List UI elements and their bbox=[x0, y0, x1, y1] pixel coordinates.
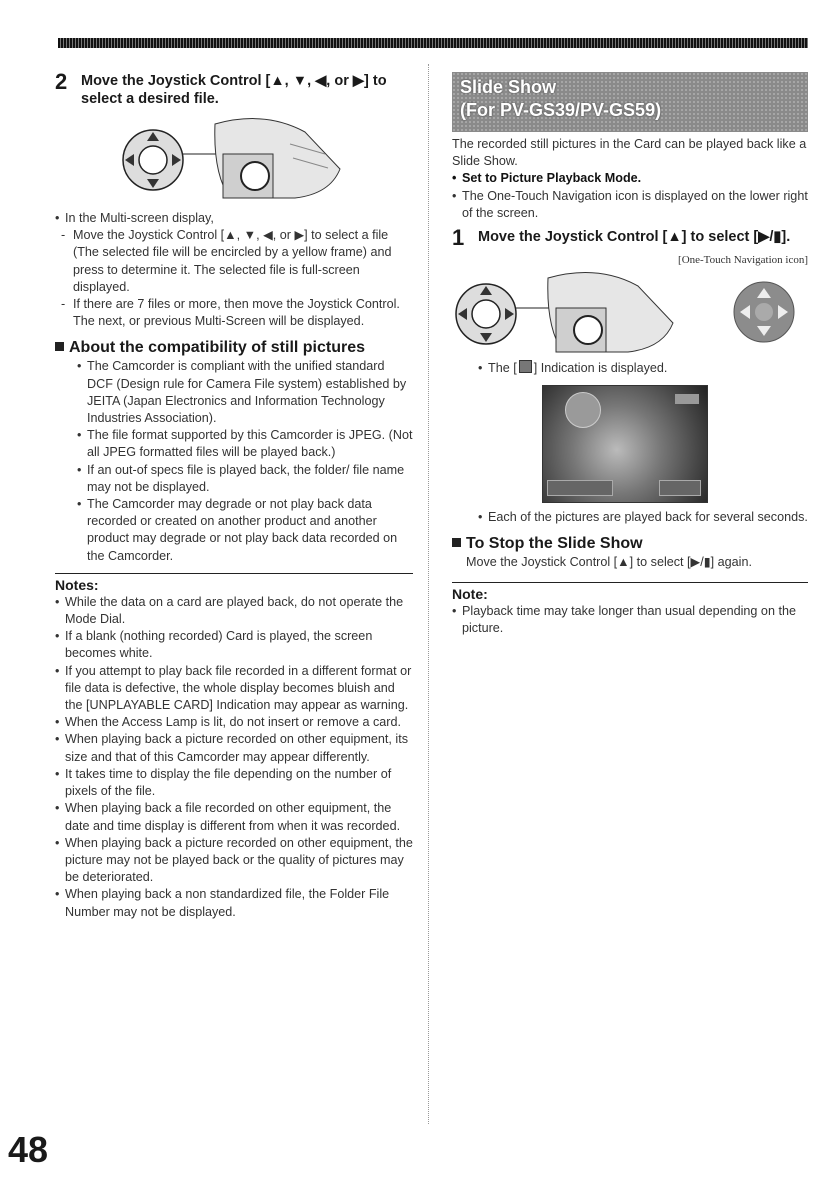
step-2 bbox=[55, 69, 413, 108]
camcorder-icon bbox=[548, 273, 673, 352]
onetouch-note: • The One-Touch Navigation icon is displayed on the lower right of the screen. bbox=[452, 188, 808, 222]
compat-item: • If an out-of specs file is played back, the folder/ file name may not be displayed. bbox=[75, 462, 413, 496]
note-rule bbox=[452, 582, 808, 583]
right-column bbox=[452, 72, 808, 637]
notes-list bbox=[55, 594, 413, 921]
note-item: • When playing back a file recorded on other equipment, the date and time display is different from when it was recorded. bbox=[55, 800, 413, 834]
column-divider bbox=[428, 64, 429, 1124]
stop-text: Move the Joystick Control [▲] to select [▶/▮] again. bbox=[466, 555, 752, 570]
screen-indicator-icon bbox=[565, 392, 601, 428]
notes-title: Notes: bbox=[55, 576, 99, 593]
compatibility-heading-text: About the compatibility of still pictures bbox=[69, 339, 366, 357]
banner-title: Slide Show bbox=[460, 77, 557, 97]
compatibility-heading bbox=[55, 338, 413, 358]
camcorder-icon bbox=[215, 119, 340, 198]
step-number: 1 bbox=[452, 225, 465, 251]
square-bullet-icon bbox=[452, 538, 461, 547]
screen-counter-bar bbox=[659, 480, 701, 496]
note-item: • If you attempt to play back file recorded in a different format or file data is defective, the whole display becomes bluish and the [UNPLAYABLE CARD] Indication may appear as warning. bbox=[55, 663, 413, 715]
indication-prefix: The [ bbox=[488, 361, 517, 376]
slideshow-screen-image bbox=[542, 385, 708, 503]
compatibility-list bbox=[55, 358, 413, 564]
note-item: • Playback time may take longer than usual depending on the picture. bbox=[452, 603, 808, 637]
each-pictures-note: • Each of the pictures are played back for several seconds. bbox=[478, 509, 808, 526]
joystick-icon bbox=[123, 130, 183, 190]
multiscreen-dash-1: - Move the Joystick Control [▲, ▼, ◀, or ▶] to select a file (The selected file will be encircled by a yellow frame) and press to determine it. The selected file is full-screen displayed. bbox=[55, 227, 413, 296]
compat-item: • The Camcorder is compliant with the unified standard DCF (Design rule for Camera File system) established by JEITA (Japan Electronics and Information Technology Industries Association). bbox=[75, 358, 413, 427]
navigation-icon-caption: [One-Touch Navigation icon] bbox=[678, 254, 808, 267]
left-column bbox=[55, 69, 413, 921]
step-text: Move the Joystick Control [▲, ▼, ◀, or ▶] to select a desired file. bbox=[81, 73, 387, 107]
page-number: 48 bbox=[8, 1129, 49, 1170]
compat-item: • The file format supported by this Camcorder is JPEG. (Not all JPEG formatted files will be played back.) bbox=[75, 427, 413, 461]
compat-item: • The Camcorder may degrade or not play back data recorded or created on another product and another product may degrade or not play back data recorded on the Camcorder. bbox=[75, 496, 413, 565]
joystick-icon bbox=[456, 284, 516, 344]
indication-suffix: ] Indication is displayed. bbox=[533, 361, 668, 376]
multiscreen-bullet: • In the Multi-screen display, bbox=[55, 210, 413, 227]
set-mode-instruction: • Set to Picture Playback Mode. bbox=[452, 170, 808, 187]
note-item: • When the Access Lamp is lit, do not insert or remove a card. bbox=[55, 714, 413, 731]
intro-text: The recorded still pictures in the Card can be played back like a Slide Show. bbox=[452, 137, 807, 169]
note-item: • If a blank (nothing recorded) Card is played, the screen becomes white. bbox=[55, 628, 413, 662]
notes-rule bbox=[55, 573, 413, 574]
note-title: Note: bbox=[452, 585, 488, 602]
note-item: • While the data on a card are played back, do not operate the Mode Dial. bbox=[55, 594, 413, 628]
multiscreen-dash-2: - If there are 7 files or more, then move the Joystick Control. The next, or previous Multi-Screen will be displayed. bbox=[55, 296, 413, 330]
step-1 bbox=[452, 225, 808, 251]
slideshow-indication-icon bbox=[519, 360, 532, 373]
screen-top-right-indicator bbox=[675, 394, 699, 404]
stop-heading-text: To Stop the Slide Show bbox=[466, 535, 643, 553]
indication-note bbox=[478, 360, 808, 377]
banner-subtitle: (For PV-GS39/PV-GS59) bbox=[460, 100, 662, 120]
note-item: • When playing back a picture recorded on other equipment, the picture may not be played back or the quality of pictures may be deteriorated. bbox=[55, 835, 413, 887]
note-item: • It takes time to display the file depending on the number of pixels of the file. bbox=[55, 766, 413, 800]
camcorder-navigation-illustration bbox=[452, 268, 808, 360]
stop-heading bbox=[452, 534, 808, 554]
screen-status-bar bbox=[547, 480, 613, 496]
note-item: • When playing back a non standardized file, the Folder File Number may not be displayed. bbox=[55, 886, 413, 920]
one-touch-navigation-icon bbox=[734, 282, 794, 342]
top-decorative-bar bbox=[58, 38, 808, 48]
step-number: 2 bbox=[55, 69, 68, 94]
camcorder-joystick-illustration bbox=[115, 114, 355, 206]
section-banner bbox=[452, 72, 808, 132]
step-text: Move the Joystick Control [▲] to select [▶/▮]. bbox=[478, 229, 791, 246]
note-item: • When playing back a picture recorded on other equipment, its size and that of this Camcorder may appear differently. bbox=[55, 731, 413, 765]
square-bullet-icon bbox=[55, 342, 64, 351]
